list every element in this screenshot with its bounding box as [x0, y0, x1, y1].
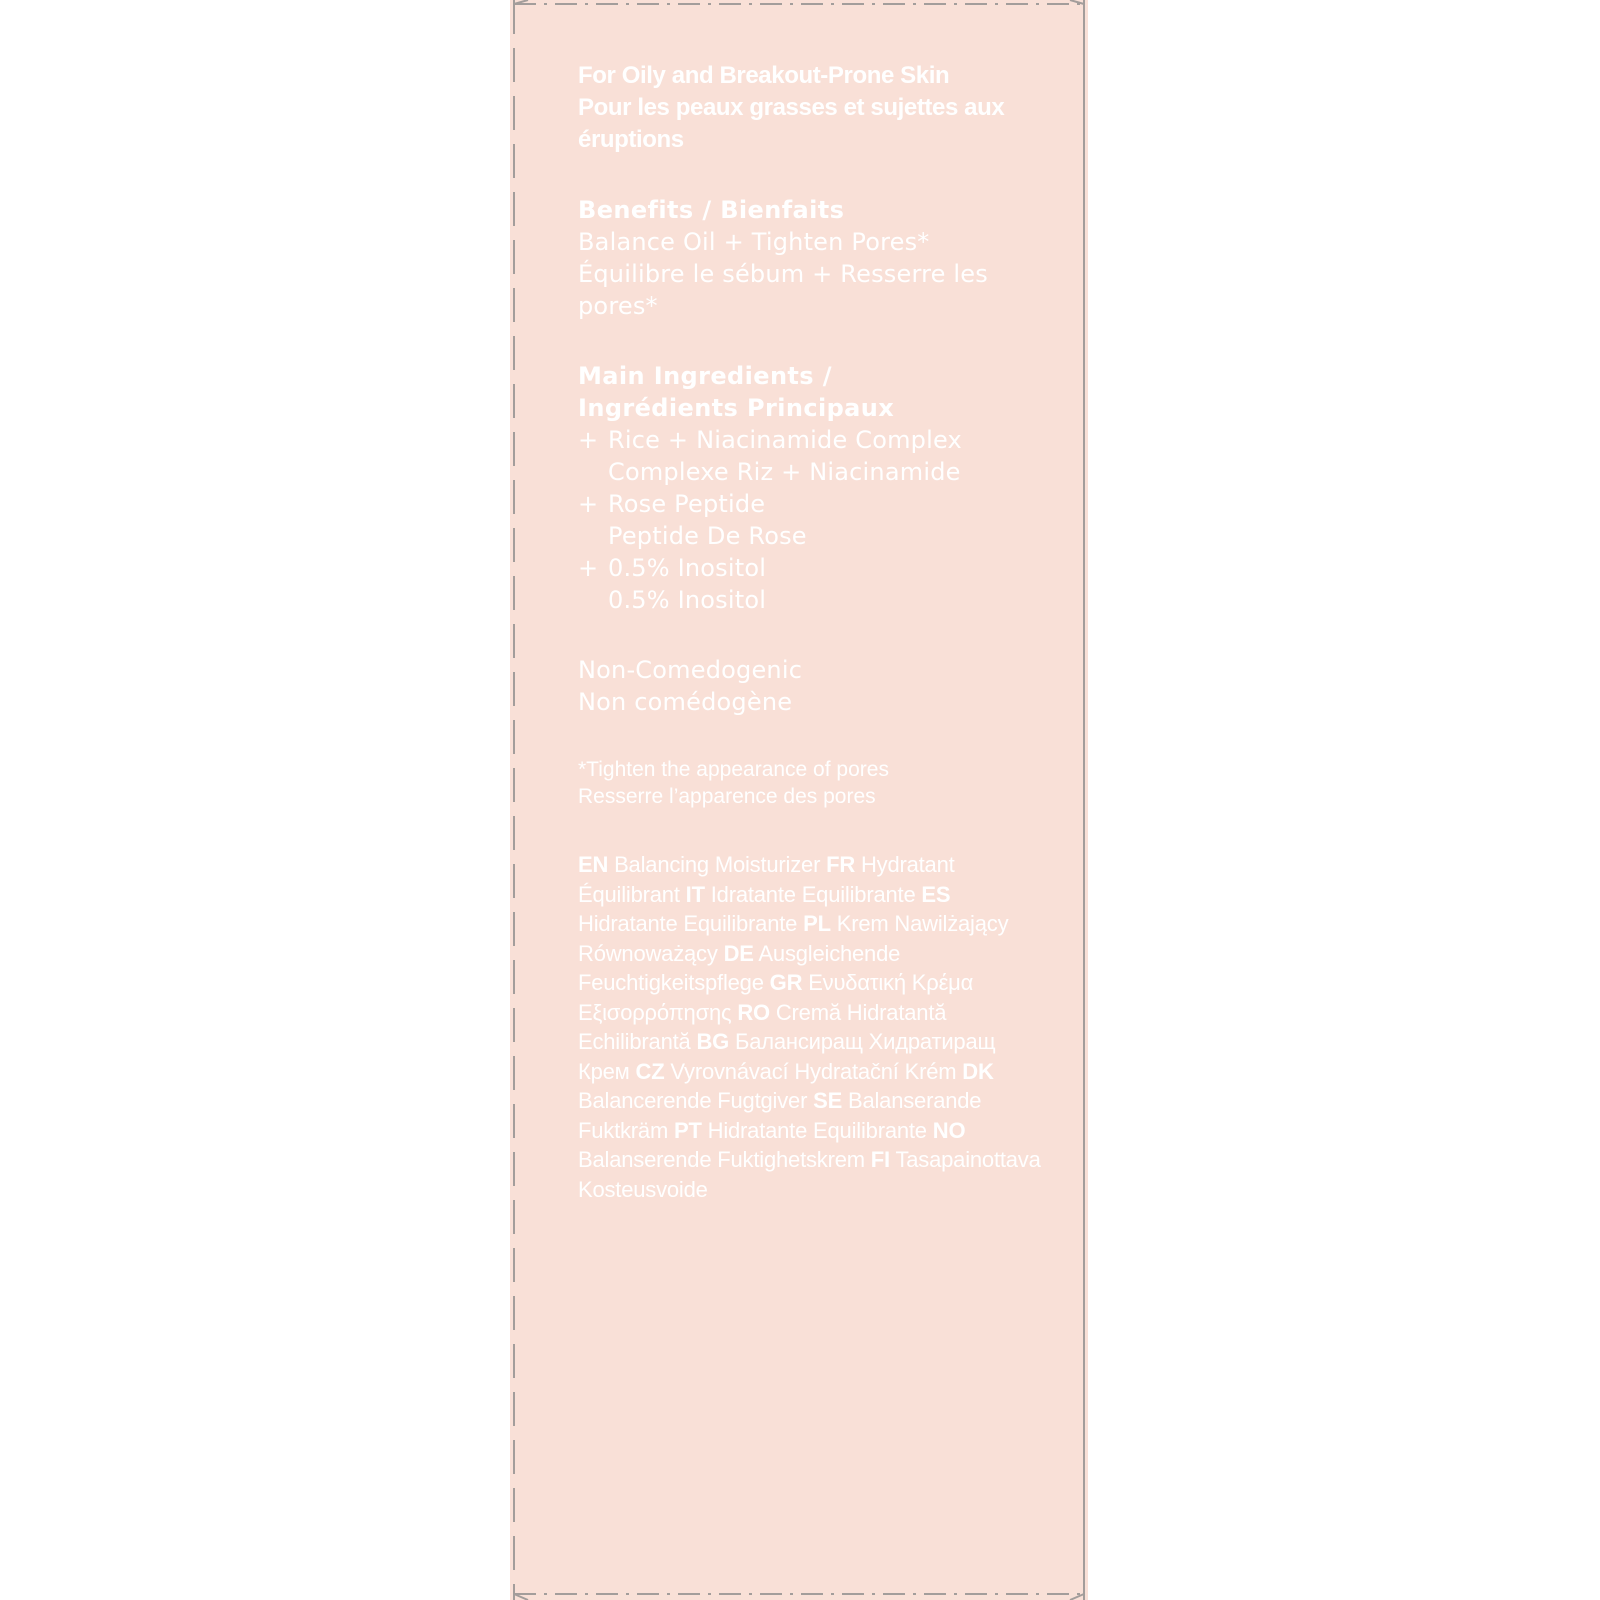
label-copy	[578, 60, 1048, 1204]
language-code: EN	[578, 852, 609, 877]
product-name-translation: Ενυδατική Κρέμα Εξισορρόπησης	[578, 970, 974, 1025]
product-name-translation: Balanserende Fuktighetskrem	[578, 1147, 871, 1172]
product-name-translation: Cremă Hidratantă Echilibrantă	[578, 999, 947, 1054]
footnote-line: Resserre l’apparence des pores	[578, 785, 876, 808]
language-code: FR	[826, 852, 856, 877]
language-code: ES	[921, 881, 951, 907]
plus-icon: +	[578, 554, 599, 582]
product-name-translation: Balanserande Fuktkräm	[578, 1088, 982, 1143]
ingredient-item	[578, 488, 1048, 552]
ingredient-item	[578, 552, 1048, 616]
ingredient-en: Rose Peptide	[608, 490, 766, 518]
benefit-line: Balance Oil + Tighten Pores*	[578, 228, 930, 256]
product-name-translation: Hidratante Equilibrante	[578, 911, 804, 936]
ingredient-en: Rice + Niacinamide Complex	[608, 426, 962, 454]
benefits-heading: Benefits / Bienfaits	[578, 196, 845, 224]
language-code: DK	[962, 1058, 994, 1084]
language-code: BG	[696, 1029, 730, 1054]
language-code: PL	[803, 911, 831, 936]
ingredient-fr: Complexe Riz + Niacinamide	[608, 458, 961, 486]
ingredient-en: 0.5% Inositol	[608, 554, 767, 582]
language-code: IT	[685, 881, 705, 907]
footnote	[578, 756, 1048, 810]
claim-line: Non-Comedogenic	[578, 656, 803, 684]
footnote-line: *Tighten the appearance of pores	[578, 758, 889, 781]
language-code: GR	[769, 970, 803, 995]
ingredient-fr: Peptide De Rose	[608, 522, 807, 550]
claims-section	[578, 654, 1048, 718]
ingredient-item	[578, 424, 1048, 488]
product-name-translation: Ausgleichende Feuchtigkeitspflege	[578, 940, 901, 995]
claim-line: Non comédogène	[578, 688, 793, 716]
translations-paragraph	[578, 850, 1048, 1204]
plus-icon: +	[578, 426, 599, 454]
product-name-translation: Balancerende Fugtgiver	[578, 1088, 814, 1113]
benefits-section	[578, 194, 1048, 322]
ingredients-section	[578, 360, 1048, 616]
headline-line: For Oily and Breakout-Prone Skin	[578, 62, 950, 89]
plus-icon: +	[578, 490, 599, 518]
ingredients-heading: Main Ingredients / Ingrédients Principaux	[578, 362, 895, 422]
language-code: PT	[674, 1117, 702, 1143]
product-name-translation: Балансиращ Хидратиращ Крем	[578, 1029, 996, 1084]
language-code: RO	[737, 999, 770, 1025]
benefit-line: Équilibre le sébum + Resserre les pores*	[578, 260, 988, 320]
language-code: DE	[723, 940, 754, 966]
product-name-translation: Hidratante Equilibrante	[701, 1117, 933, 1143]
product-name-translation: Krem Nawilżający Równoważący	[578, 911, 1009, 966]
language-code: SE	[813, 1088, 843, 1113]
product-name-translation: Tasapainottava Kosteusvoide	[578, 1147, 1041, 1202]
product-name-translation: Idratante Equilibrante	[704, 881, 922, 907]
product-name-translation: Vyrovnávací Hydratační Krém	[664, 1058, 963, 1084]
ingredient-fr: 0.5% Inositol	[608, 586, 767, 614]
headline-line: éruptions	[578, 126, 684, 153]
language-code: NO	[932, 1117, 966, 1143]
language-code: CZ	[635, 1058, 665, 1084]
product-name-translation: Balancing Moisturizer	[608, 852, 827, 877]
product-name-translation: Hydratant Équilibrant	[578, 852, 955, 907]
skin-type-headline	[578, 60, 1048, 156]
headline-line: Pour les peaux grasses et sujettes aux	[578, 94, 1005, 121]
language-code: FI	[870, 1147, 890, 1172]
